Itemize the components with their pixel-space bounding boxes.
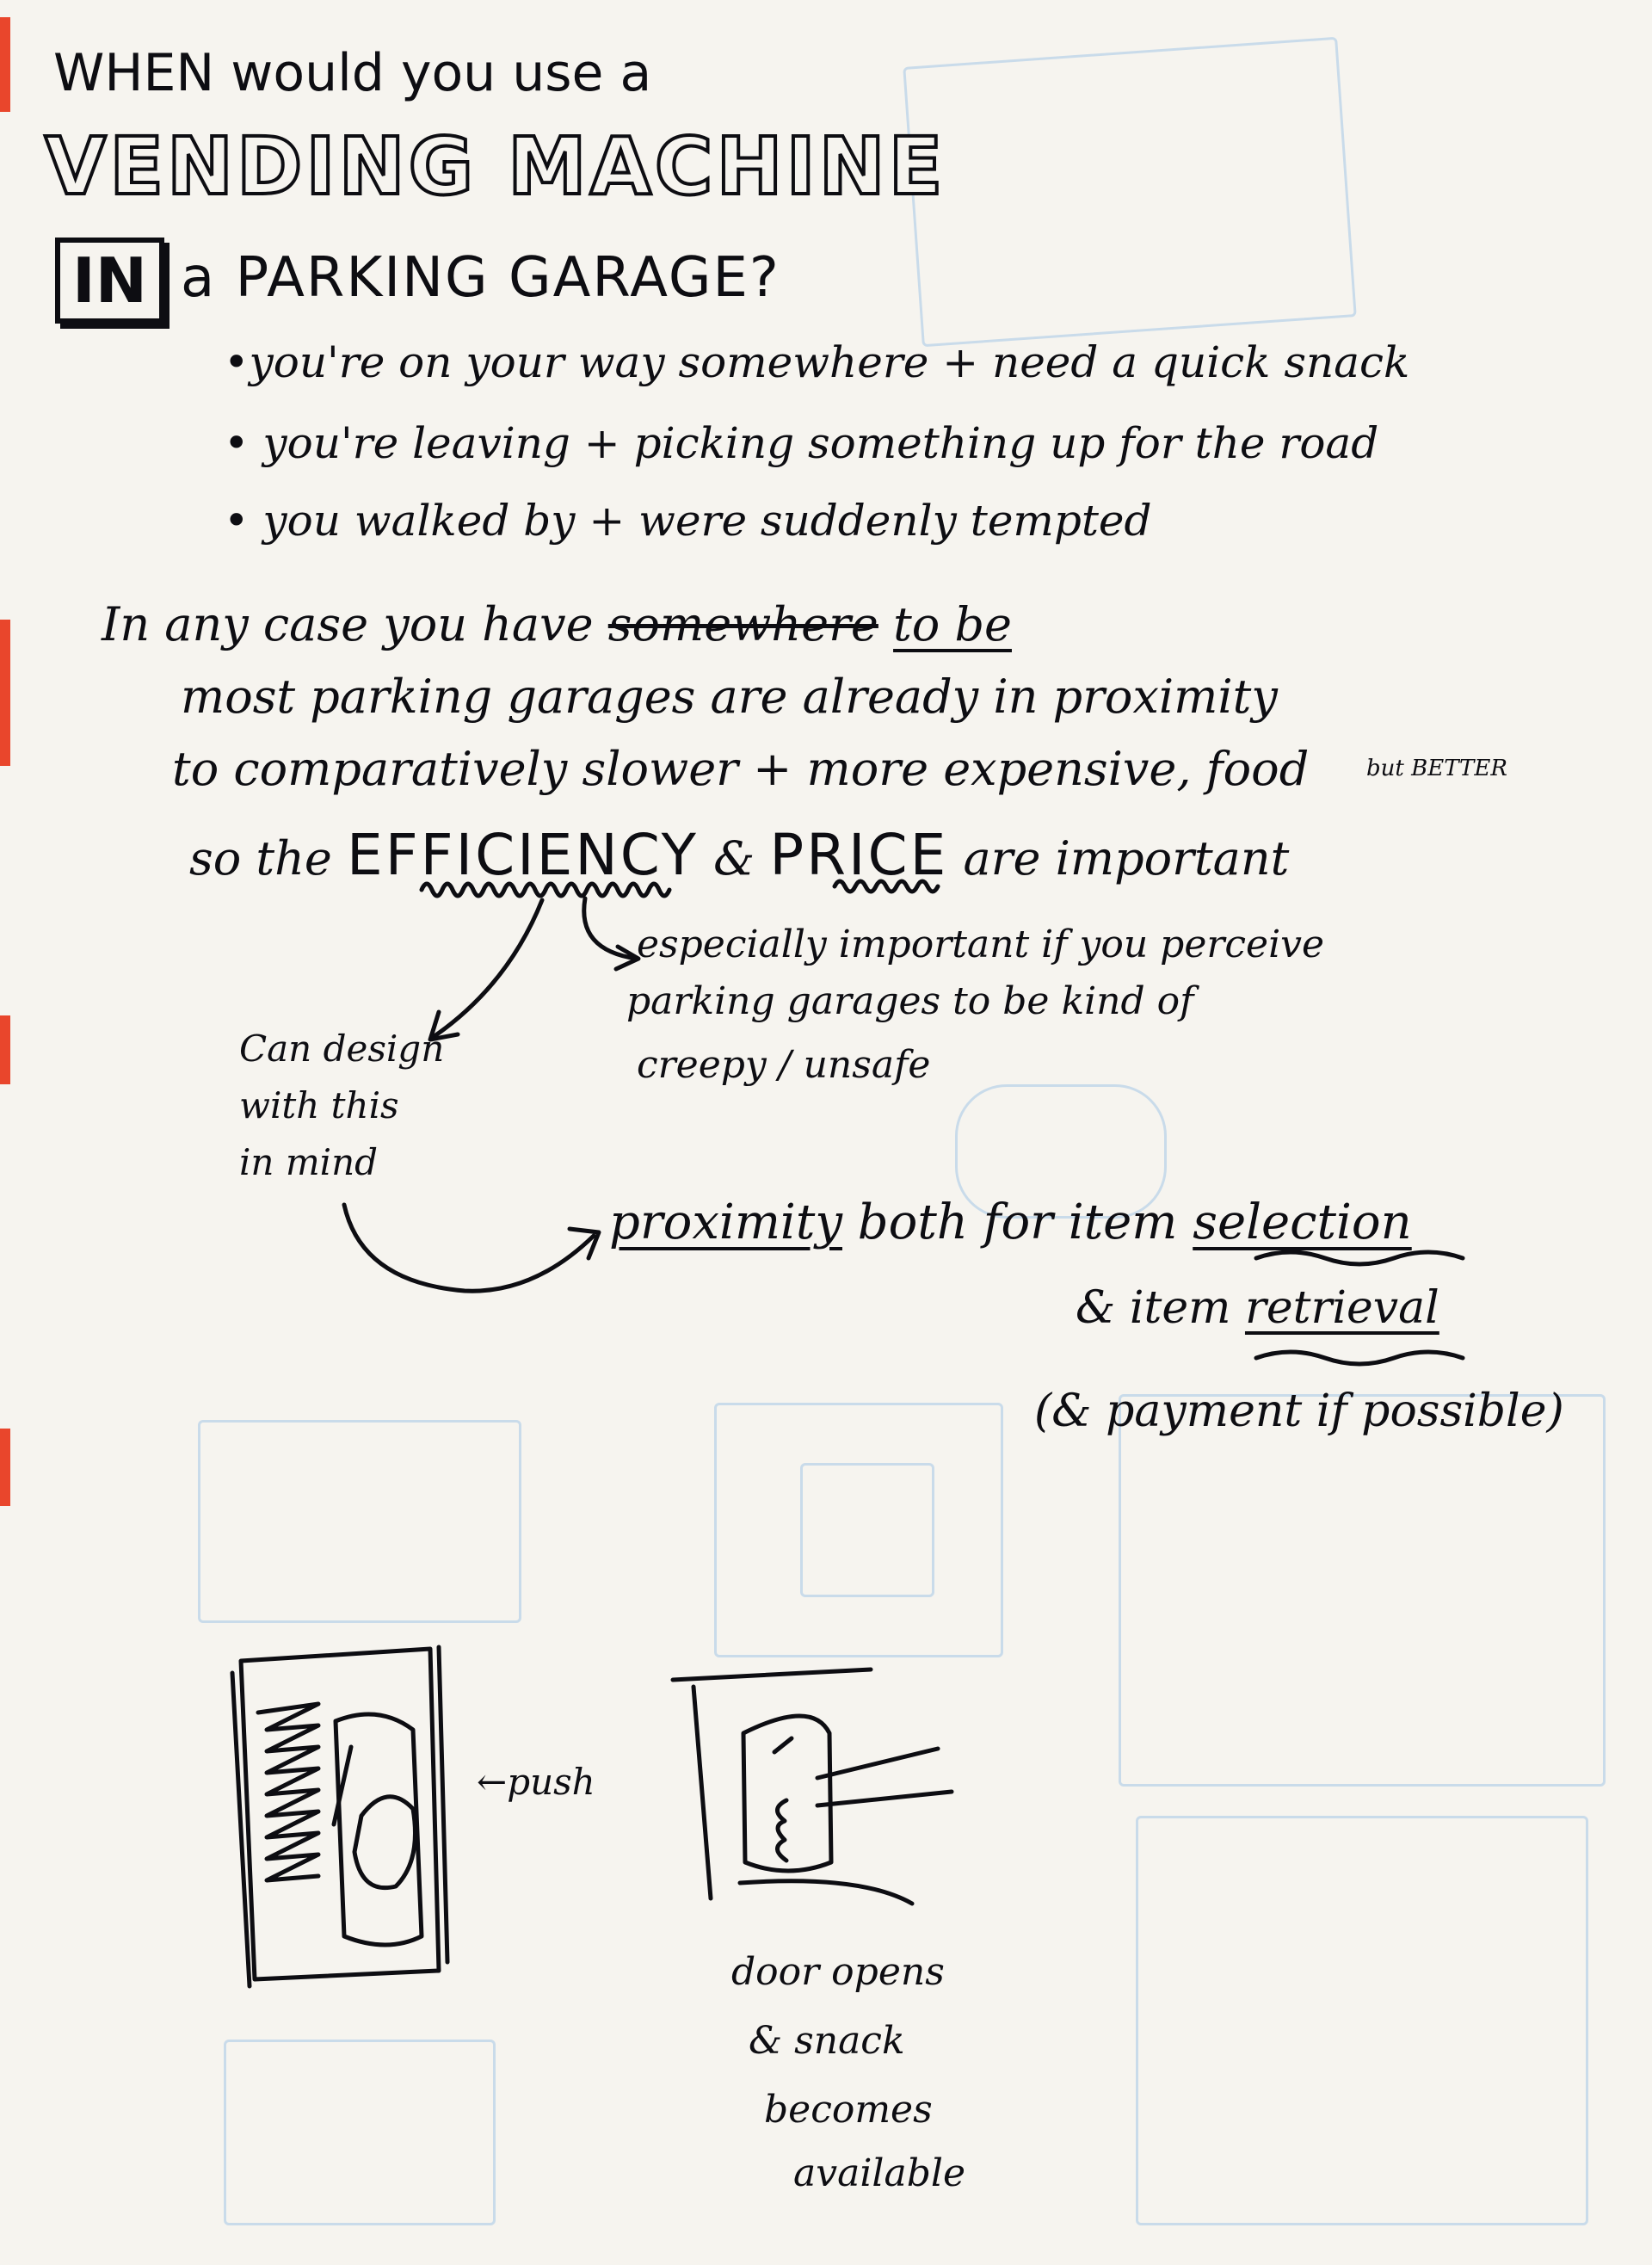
annotation-line: creepy / unsafe <box>637 1043 931 1087</box>
retrieval-wave <box>1256 1352 1463 1364</box>
struck-word: somewhere <box>607 597 878 651</box>
paragraph-text: so the <box>189 831 332 886</box>
paragraph-line: most parking garages are already in proximity <box>181 670 1278 724</box>
ampersand: & <box>713 831 755 886</box>
price-squiggle <box>835 881 938 892</box>
bullet-item: • you walked by + were suddenly tempted <box>224 496 1152 546</box>
paragraph-text: are important <box>963 831 1290 886</box>
door-opening-sketch <box>673 1669 952 1904</box>
push-label: ←push <box>477 1761 595 1803</box>
paragraph-text: In any case you have <box>102 597 594 651</box>
selection-wave <box>1256 1252 1463 1264</box>
selection-word: selection <box>1193 1194 1412 1250</box>
vending-window-sketch <box>232 1647 447 1986</box>
proximity-text: & item <box>1076 1282 1231 1334</box>
proximity-line: (& payment if possible) <box>1034 1386 1564 1437</box>
underlined-phrase: to be <box>893 597 1012 651</box>
heading-line-3: a PARKING GARAGE? <box>181 246 780 310</box>
proximity-arrow <box>344 1205 594 1291</box>
price-word: PRICE <box>769 822 949 888</box>
annotation-arrow <box>584 898 637 959</box>
side-note-line: Can design <box>239 1028 445 1070</box>
side-note-arrow <box>432 900 542 1038</box>
heading-vending-machine: VENDING MACHINE <box>45 120 946 213</box>
bullet-item: •you're on your way somewhere + need a quick snack <box>224 337 1410 387</box>
heading-boxed-in: IN <box>55 238 164 324</box>
proximity-word: proximity <box>609 1194 842 1250</box>
proximity-text: both for item <box>857 1194 1178 1250</box>
side-note-line: with this <box>239 1084 399 1126</box>
side-note-line: in mind <box>239 1141 379 1183</box>
heading-line-1: WHEN would you use a <box>53 43 652 103</box>
door-caption-line: available <box>793 2151 965 2195</box>
annotation-line: especially important if you perceive <box>637 923 1325 966</box>
retrieval-word: retrieval <box>1244 1282 1439 1334</box>
door-caption-line: & snack <box>749 2019 905 2063</box>
annotation-line: parking garages to be kind of <box>626 979 1194 1023</box>
margin-note: but BETTER <box>1366 756 1507 781</box>
bullet-item: • you're leaving + picking something up for the road <box>224 418 1379 468</box>
door-caption-line: becomes <box>764 2088 933 2132</box>
efficiency-squiggle <box>422 884 669 896</box>
efficiency-word: EFFICIENCY <box>347 822 699 888</box>
door-caption-line: door opens <box>731 1950 945 1994</box>
paragraph-line: to comparatively slower + more expensive, food <box>172 742 1310 796</box>
